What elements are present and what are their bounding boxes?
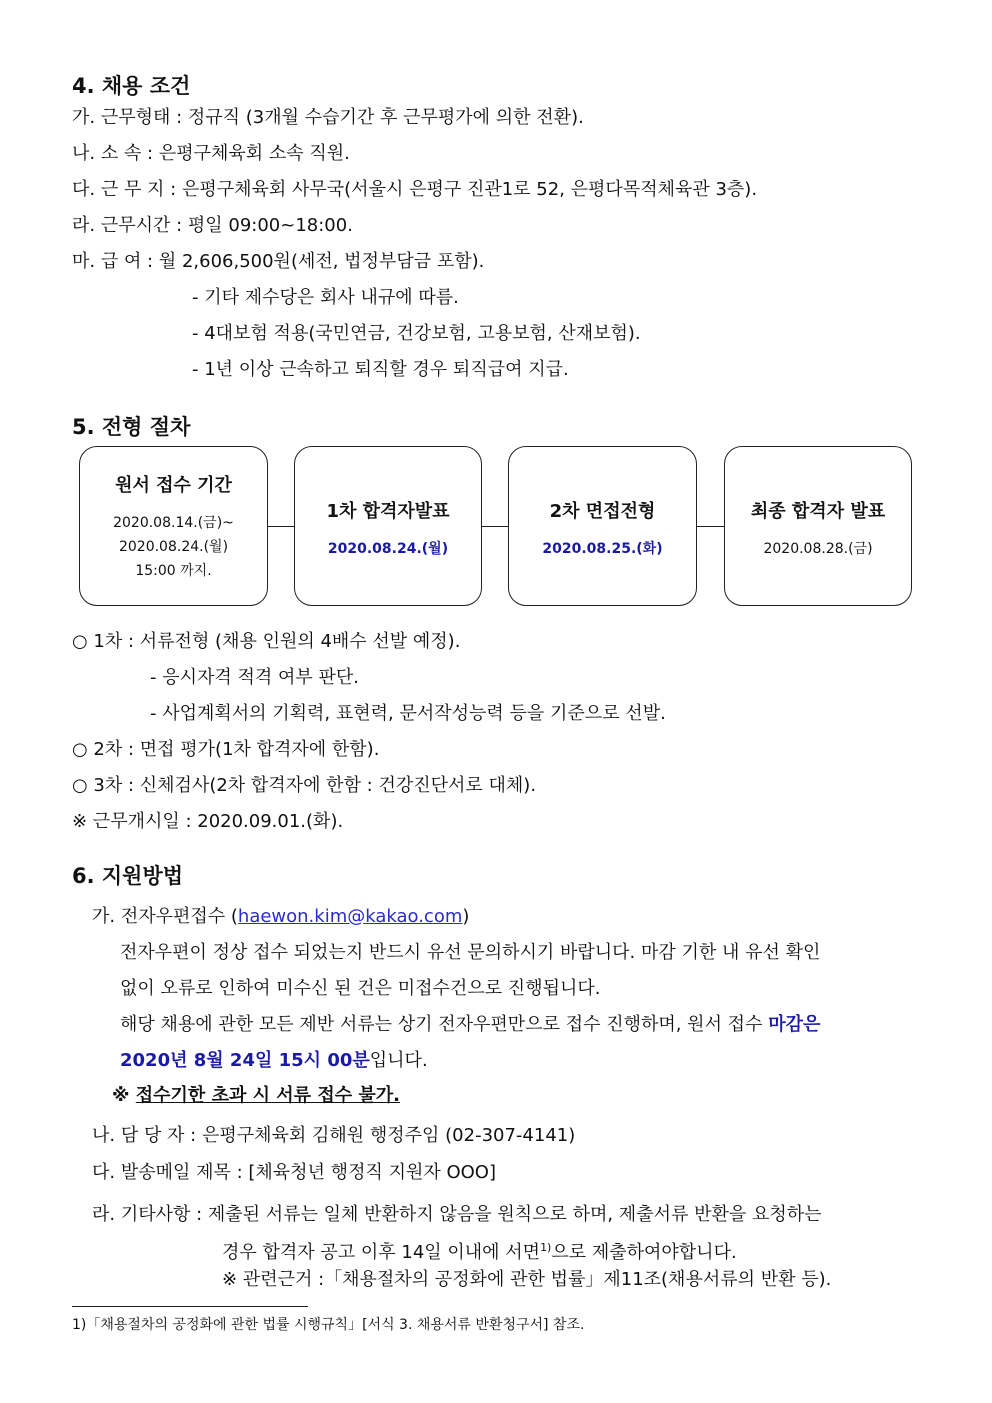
- section-4-title: 4. 채용 조건: [72, 74, 191, 98]
- deadline-highlight: 마감은: [768, 1014, 821, 1035]
- step-date: 2020.08.25.(화): [542, 541, 663, 557]
- work-hours: 라. 근무시간 : 평일 09:00~18:00.: [72, 215, 353, 236]
- flow-connector: [482, 526, 508, 527]
- etc-notes: [222, 1236, 737, 1265]
- email-link[interactable]: haewon.kim@kakao.com: [237, 906, 463, 927]
- etc-text: 경우 합격자 공고 이후 14일 이내에 서면: [222, 1242, 541, 1263]
- workplace: 다. 근 무 지 : 은평구체육회 사무국(서울시 은평구 진관1로 52, 은평다목적체육관 3층).: [72, 179, 758, 200]
- step-title: 1차 합격자발표: [326, 501, 450, 522]
- contact: 나. 담 당 자 : 은평구체육회 김해원 행정주임 (02-307-4141): [92, 1125, 576, 1146]
- salary: 마. 급 여 : 월 2,606,500원(세전, 법정부담금 포함).: [72, 251, 485, 272]
- paragraph-text: 해당 채용에 관한 모든 제반 서류는 상기 전자우편만으로 접수 진행하며, 원서 접수: [120, 1014, 769, 1035]
- step-title: 2차 면접전형: [549, 501, 656, 522]
- stage-3: ○ 3차 : 신체검사(2차 합격자에 한함 : 건강진단서로 대체).: [72, 775, 537, 796]
- email-prefix: 가. 전자우편접수 (: [92, 906, 238, 927]
- step-date: 15:00 까지.: [135, 563, 212, 579]
- stage-1: ○ 1차 : 서류전형 (채용 인원의 4배수 선발 예정).: [72, 631, 461, 652]
- step-date: 2020.08.28.(금): [763, 541, 873, 557]
- flow-connector: [697, 526, 724, 527]
- mail-subject: 다. 발송메일 제목 : [체육청년 행정직 지원자 OOO]: [92, 1162, 496, 1183]
- stage-2: ○ 2차 : 면접 평가(1차 합격자에 한함).: [72, 739, 380, 760]
- start-date: ※ 근무개시일 : 2020.09.01.(화).: [72, 811, 344, 832]
- step-date: 2020.08.14.(금)~: [113, 515, 234, 531]
- etc-text: 으로 제출하여야합니다.: [551, 1242, 737, 1263]
- footnote: 1)「채용절차의 공정화에 관한 법률 시행규칙」[서식 3. 채용서류 반환청구서] 참조.: [72, 1317, 585, 1333]
- step-date: 2020.08.24.(월): [327, 541, 449, 557]
- step-interview: [508, 446, 697, 606]
- pay-note: - 1년 이상 근속하고 퇴직할 경우 퇴직급여 지급.: [192, 359, 569, 380]
- paragraph: 전자우편이 정상 접수 되었는지 반드시 유선 문의하시기 바랍니다. 마감 기한 내 유선 확인: [120, 942, 821, 963]
- email-suffix: ): [462, 906, 470, 927]
- step-title: 최종 합격자 발표: [750, 501, 886, 522]
- notice-text: 접수기한 초과 시 서류 접수 불가.: [135, 1085, 400, 1106]
- paragraph: [120, 1049, 428, 1073]
- deadline-highlight: 2020년 8월 24일 15시 00분: [120, 1050, 370, 1071]
- employment-type: 가. 근무형태 : 정규직 (3개월 수습기간 후 근무평가에 의한 전환).: [72, 107, 584, 128]
- notice-mark: ※: [112, 1085, 136, 1106]
- flow-connector: [268, 526, 294, 527]
- pay-note: - 기타 제수당은 회사 내규에 따름.: [192, 287, 459, 308]
- notice: [112, 1084, 400, 1108]
- stage-1-detail: - 사업계획서의 기획력, 표현력, 문서작성능력 등을 기준으로 선발.: [150, 703, 666, 724]
- footnote-divider: [72, 1306, 308, 1307]
- affiliation: 나. 소 속 : 은평구체육회 소속 직원.: [72, 143, 350, 164]
- paragraph-text: 입니다.: [369, 1050, 428, 1071]
- footnote-ref: 1): [540, 1241, 552, 1254]
- step-first-result: [294, 446, 482, 606]
- stage-1-detail: - 응시자격 적격 여부 판단.: [150, 667, 359, 688]
- pay-note: - 4대보험 적용(국민연금, 건강보험, 고용보험, 산재보험).: [192, 323, 641, 344]
- paragraph: 없이 오류로 인하여 미수신 된 건은 미접수건으로 진행됩니다.: [120, 978, 601, 999]
- legal-basis: ※ 관련근거 :「채용절차의 공정화에 관한 법률」제11조(채용서류의 반환 등).: [222, 1269, 832, 1290]
- etc-notes: 라. 기타사항 : 제출된 서류는 일체 반환하지 않음을 원칙으로 하며, 제출서류 반환을 요청하는: [92, 1204, 822, 1225]
- step-date: 2020.08.24.(월): [118, 539, 229, 555]
- section-6-title: 6. 지원방법: [72, 864, 184, 888]
- step-application-period: [79, 446, 268, 606]
- step-final-result: [724, 446, 912, 606]
- paragraph: [120, 1013, 820, 1037]
- section-5-title: 5. 전형 절차: [72, 415, 191, 439]
- email-application: [92, 905, 469, 929]
- step-title: 원서 접수 기간: [115, 475, 232, 496]
